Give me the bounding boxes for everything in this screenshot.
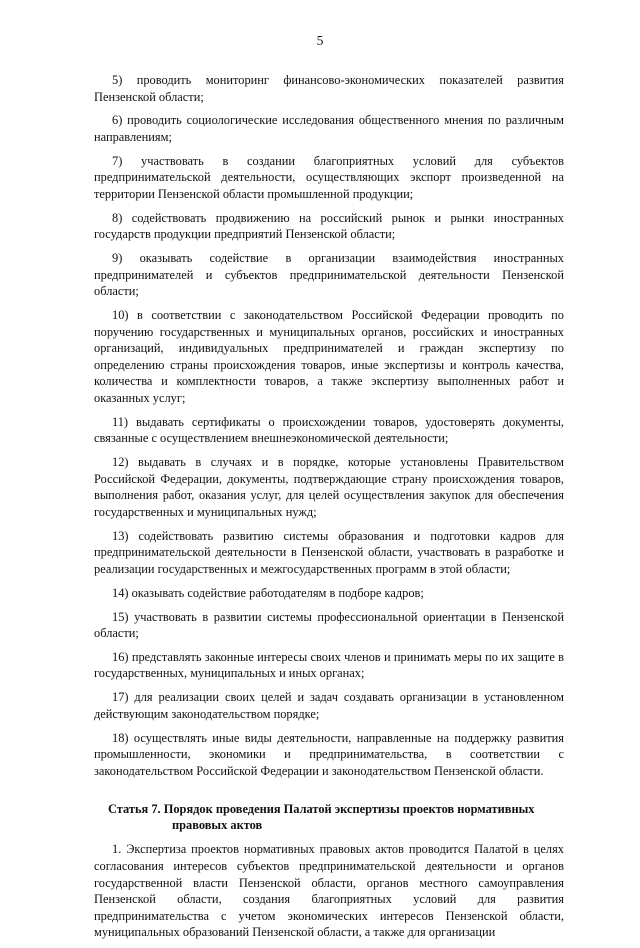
article-heading-line-1: Статья 7. Порядок проведения Палатой экспертизы проектов нормативных xyxy=(108,802,535,817)
list-item: 11) выдавать сертификаты о происхождении товаров, удостоверять документы, связанные с осуществлением внешнеэкономической деятельности; xyxy=(94,414,564,446)
list-item: 14) оказывать содействие работодателям в подборе кадров; xyxy=(112,585,424,600)
list-item: 6) проводить социологические исследования общественного мнения по различным направлениям; xyxy=(94,113,564,144)
list-item: 15) участвовать в развитии системы профессиональной ориентации в Пензенской области; xyxy=(94,609,564,641)
list-item: 8) содействовать продвижению на российский рынок и рынки иностранных государств продукции предприятий Пензенской области; xyxy=(94,210,564,242)
article-heading xyxy=(94,801,564,833)
list-item: 18) осуществлять иные виды деятельности, направленные на поддержку развития промышленности, экономики и предпринимательства, в соответствии с законодательством Российской Федерации и законодательством Пензенской области. xyxy=(94,730,564,778)
list-item: 9) оказывать содействие в организации взаимодействия иностранных предпринимателей и субъектов предпринимательской деятельности Пензенской области; xyxy=(94,251,564,299)
page-number: 5 xyxy=(316,33,324,48)
list-item: 16) представлять законные интересы своих членов и принимать меры по их защите в государственных, муниципальных и иных органах; xyxy=(94,649,564,681)
list-item: 12) выдавать в случаях и в порядке, которые установлены Правительством Российской Федерации, документы, подтверждающие страну происхождения товаров, выполнения работ, оказания услуг, для целей осуществления закупок для обеспечения государственных и муниципальных нужд; xyxy=(94,455,564,519)
list-item: 17) для реализации своих целей и задач создавать организации в установленном действующим законодательством порядке; xyxy=(94,690,564,721)
article-heading-line-2: правовых актов xyxy=(172,818,263,833)
list-item: 7) участвовать в создании благоприятных условий для субъектов предпринимательской деятельности, осуществляющих экспорт произведенной на территории Пензенской области промышленной продукции; xyxy=(94,153,564,201)
article-paragraph: 1. Экспертиза проектов нормативных правовых актов проводится Палатой в целях согласования интересов субъектов предпринимательской деятельности и органов государственной власти Пензенской области, органов местного самоуправления Пензенской области, создания благоприятных условий для развития предпринимательства с учетом экономических интересов Пензенской области, муниципальных образований Пензенской области, а также для организации xyxy=(94,842,564,940)
page-content xyxy=(94,72,564,948)
list-item: 10) в соответствии с законодательством Российской Федерации проводить по поручению государственных и муниципальных органов, российских и иностранных организаций, индивидуальных предпринимателей и граждан экспертизу по определению страны происхождения товаров, иные экспертизы и контроль качества, количества и комплектности товаров, а также экспертизу выполненных работ и оказанных услуг; xyxy=(94,308,564,406)
list-item: 5) проводить мониторинг финансово-экономических показателей развития Пензенской области; xyxy=(94,73,564,104)
list-item: 13) содействовать развитию системы образования и подготовки кадров для предпринимательской деятельности в Пензенской области, участвовать в разработке и реализации государственных и межгосударственных программ в этой области; xyxy=(94,528,564,576)
